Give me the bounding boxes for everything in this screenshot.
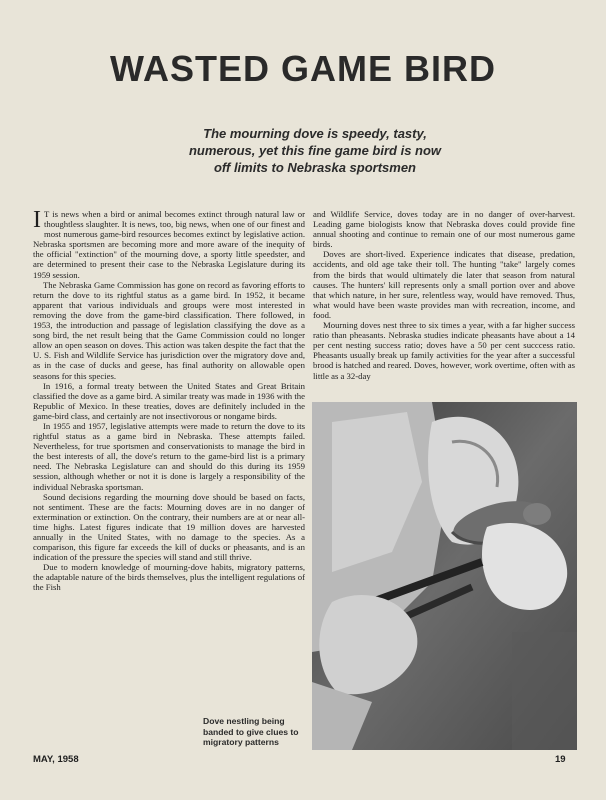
paragraph: Sound decisions regarding the mourning dove should be based on facts, not sentiment. These are the facts: Mourning doves are in no danger of extermination or extinction. On the contrary, their numbers are at or near all-time highs. Latest figures indicate that 19 million doves are harvested annually in the United States, with no damage to the species. As a comparison, this figure far exceeds the kill of ducks or pheasants, and is an indication of the pressure the species will stand and still thrive. bbox=[33, 491, 305, 563]
paragraph: In 1955 and 1957, legislative attempts were made to return the dove to its rightful status as a game bird in Nebraska. These attempts failed. Nevertheless, for true sportsmen and conservationists to manage the bird in the best interests of all, the dove's return to the game-bird list is a primary need. The Nebraska Legislature can and should do this during its 1959 session, although whether or not it is done is largely a responsibility of the individual Nebraska sportsman. bbox=[33, 420, 305, 492]
article-title: WASTED GAME BIRD bbox=[109, 48, 496, 89]
article-subtitle: The mourning dove is speedy, tasty, numerous, yet this fine game bird is now off limits to Nebraska sportsmen bbox=[188, 126, 442, 175]
paragraph: Doves are short-lived. Experience indicates that disease, predation, accidents, and old age take their toll. The hunting "take" largely comes from the birds that would ultimately die later that season from natural causes. The hunters' kill represents only a small portion over and above that which nature, in her sure, relentless way, would have removed. Thus, what would have been waste provides man with recreation, income, and food. bbox=[313, 249, 575, 320]
right-column bbox=[313, 209, 575, 381]
drop-cap: I bbox=[33, 207, 41, 233]
paragraph: Mourning doves nest three to six times a year, with a far higher success ratio than pheasants. Nebraska studies indicate pheasants have about a 14 per cent nesting success ratio; doves have a 50 per cent succcess ratio. Pheasants usually break up family activities for the year after a successful brood is hatched and reared. Doves, however, work overtime, often with as little as a 32-day bbox=[313, 320, 575, 381]
photo-illustration bbox=[312, 402, 577, 750]
left-column bbox=[33, 209, 305, 593]
paragraph: and Wildlife Service, doves today are in no danger of over-harvest. Leading game biologists know that Nebraska doves could provide fine annual shooting and continue to remain one of our most numerous game birds. bbox=[313, 209, 575, 250]
page-number: 19 bbox=[555, 754, 566, 765]
paragraph: Due to modern knowledge of mourning-dove habits, migratory patterns, the adaptable nature of the birds themselves, plus the intelligent regulations of the Fish bbox=[33, 562, 305, 593]
paragraph: I T is news when a bird or animal becomes extinct through natural law or thoughtless slaughter. It is news, too, big news, when one of our finest and most numerous game-bird resources becomes extinct by legislative action. Nebraska sportsmen are becoming more and more aware of the inequity of the official "extinction" of the mourning dove, a sporty little speedster, and are determined to present their case to the Nebraska Legislature during its 1959 session. bbox=[33, 207, 305, 280]
paragraph: The Nebraska Game Commission has gone on record as favoring efforts to return the dove to its rightful status as a game bird. In 1952, it became apparent that various individuals and groups were most interested in removing the dove from the game-bird classification. There followed, in 1953, the introduction and passage of legislation classifying the dove as a song bird, the net result being that the Game Commission could no longer allow an open season on doves. This action was taken despite the fact that the U. S. Fish and Wildlife Service has jurisdiction over the migratory dove and, as in the case of ducks and geese, has final authority on allowable open seasons for this species. bbox=[33, 279, 305, 381]
photo-caption: Dove nestling being banded to give clues to migratory patterns bbox=[203, 716, 299, 748]
issue-date: MAY, 1958 bbox=[33, 754, 79, 765]
paragraph: In 1916, a formal treaty between the United States and Great Britain classified the dove as a game bird. A similar treaty was made in 1936 with the Republic of Mexico. In these treaties, doves are definitely included in the game-bird class, and certainly are not insectivorous or nongame birds. bbox=[33, 380, 305, 421]
dove-banding-photo bbox=[312, 402, 577, 750]
